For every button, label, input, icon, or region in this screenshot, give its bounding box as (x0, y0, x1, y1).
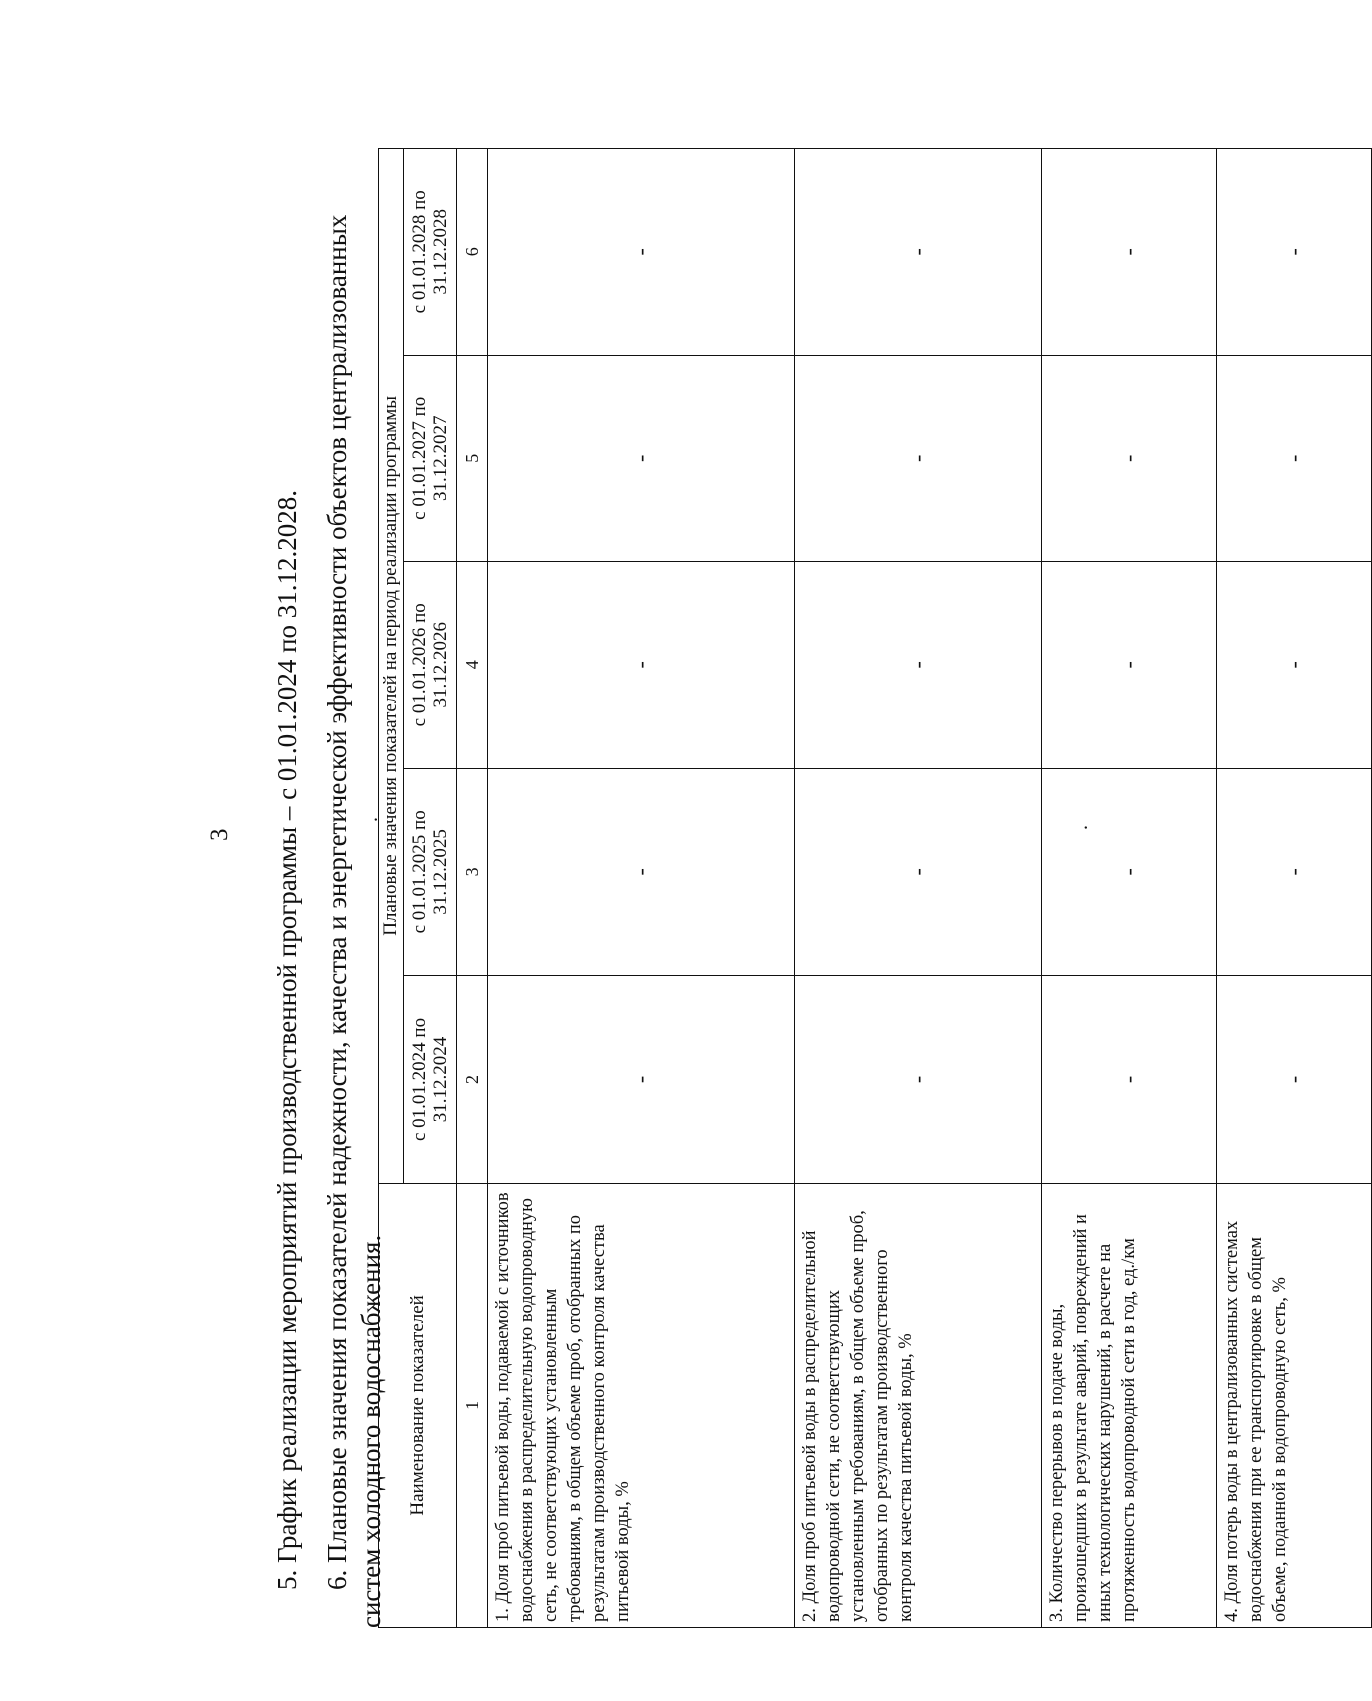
header-period-2027: с 01.01.2027 по 31.12.2027 (404, 355, 457, 562)
indicator-name: 1. Доля проб питьевой воды, подаваемой с источников водоснабжения в распределительную водопроводную сеть, не соответствующих установленным требованиям, в общем объеме проб, отобранных по результатам производственного контроля качества питьевой воды, % (488, 1183, 795, 1627)
value-cell: - (488, 976, 795, 1184)
section-6-heading-line2: систем холодного водоснабжения. (356, 1234, 386, 1628)
value-cell: - (1217, 149, 1372, 356)
value-cell: - (1042, 562, 1217, 769)
value-cell: - (795, 355, 1042, 562)
value-cell: - (1042, 976, 1217, 1184)
section-5-text: 5. График реализации мероприятий производственной программы – с 01.01.2024 по 31.12.2028. (272, 489, 302, 1590)
indicator-name: 3. Количество перерывов в подаче воды, произошедших в результате аварий, повреждений и иных технологических нарушений, в расчете на протяженность водопроводной сети в год, ед./км (1042, 1183, 1217, 1627)
column-number: 5 (457, 355, 488, 562)
table-row (488, 149, 795, 1628)
header-period-2025: с 01.01.2025 по 31.12.2025 (404, 768, 457, 976)
section-6-heading-line1: 6. Плановые значения показателей надежности, качества и энергетической эффективности объектов централизованных (322, 214, 352, 1590)
header-period-2026: с 01.01.2026 по 31.12.2026 (404, 562, 457, 769)
value-cell: - (1217, 562, 1372, 769)
value-cell: - (488, 562, 795, 769)
value-cell: - (1217, 976, 1372, 1184)
column-number: 6 (457, 149, 488, 356)
value-cell: - (795, 976, 1042, 1184)
header-planned-values: Плановые значения показателей на период реализации программы (379, 149, 404, 1184)
column-number: 1 (457, 1183, 488, 1627)
value-cell: - (795, 149, 1042, 356)
table-row (795, 149, 1042, 1628)
column-number: 3 (457, 768, 488, 976)
value-cell: - (488, 768, 795, 976)
column-number: 4 (457, 562, 488, 769)
value-cell: - (1217, 355, 1372, 562)
value-cell: - (1042, 149, 1217, 356)
page-number: 3 (206, 828, 233, 841)
value-cell: - (795, 562, 1042, 769)
value-cell: - (795, 768, 1042, 976)
table-row (1042, 149, 1217, 1628)
value-cell: - (1042, 355, 1217, 562)
value-cell: - (1217, 768, 1372, 976)
value-cell: - (488, 355, 795, 562)
indicator-name: 4. Доля потерь воды в централизованных системах водоснабжения при ее транспортировке в общем объеме, поданной в водопроводную сеть, % (1217, 1183, 1372, 1627)
value-cell: - (1042, 768, 1217, 976)
value-cell: - (488, 149, 795, 356)
header-period-2028: с 01.01.2028 по 31.12.2028 (404, 149, 457, 356)
header-period-2024: с 01.01.2024 по 31.12.2024 (404, 976, 457, 1184)
rotated-page-content (120, 80, 1320, 1630)
indicators-table (378, 148, 1372, 1628)
scan-speck: . (360, 817, 382, 822)
indicator-name: 2. Доля проб питьевой воды в распределительной водопроводной сети, не соответствующих установленным требованиям, в общем объеме проб, отобранных по результатам производственного контроля качества питьевой воды, % (795, 1183, 1042, 1627)
column-number: 2 (457, 976, 488, 1184)
table-row (1217, 149, 1372, 1628)
scan-speck: . (1070, 825, 1092, 830)
header-indicator-name: Наименование показателей (379, 1183, 457, 1627)
